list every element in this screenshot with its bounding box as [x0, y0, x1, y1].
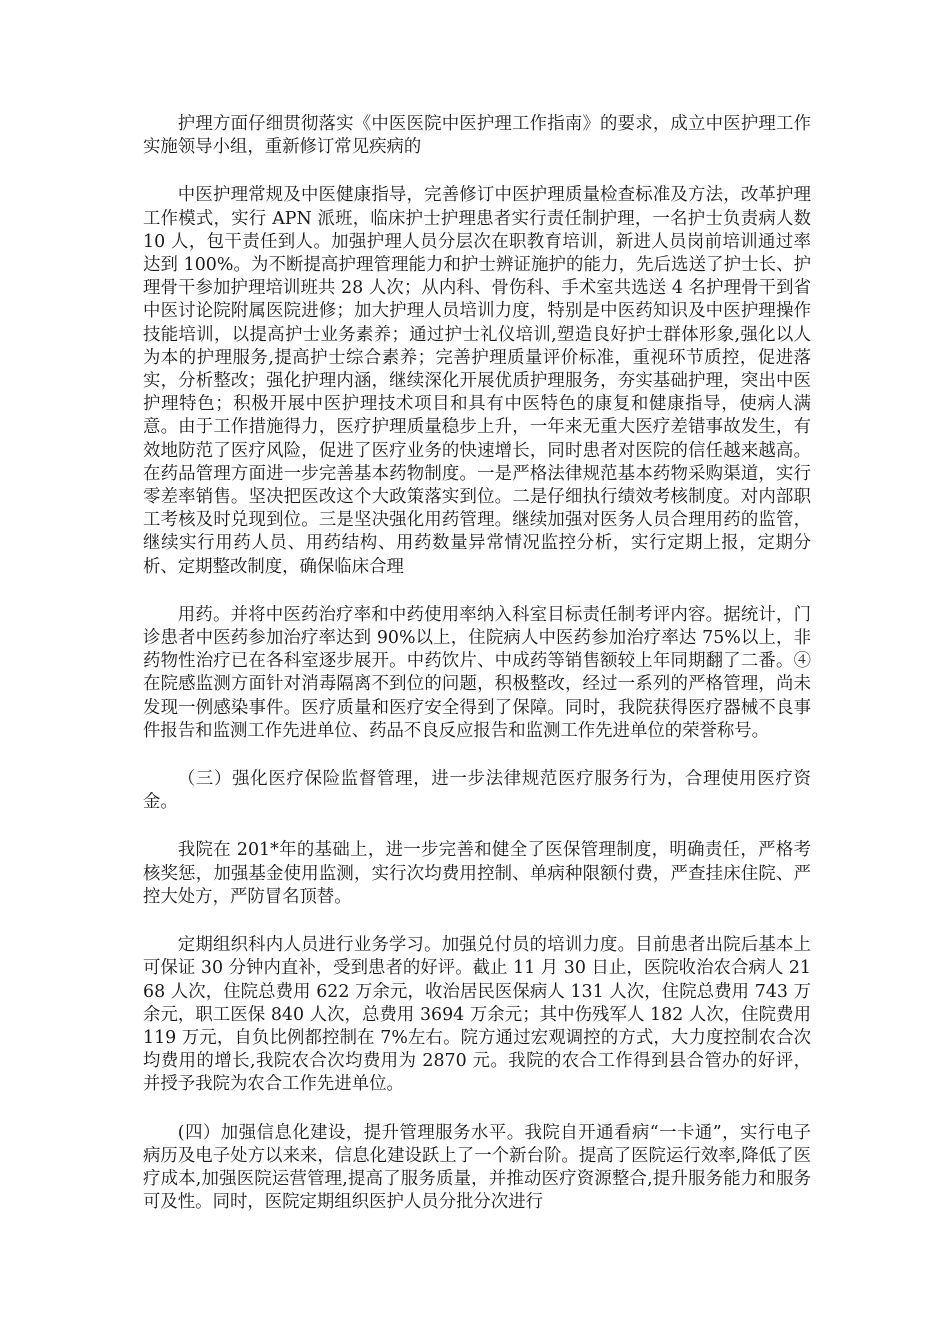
paragraph-section-three-heading: （三）强化医疗保险监督管理，进一步法律规范医疗服务行为，合理使用医疗资金。	[143, 769, 811, 813]
paragraph-section-four-informatization: (四）加强信息化建设，提升管理服务水平。我院自开通看病“一卡通”，实行电子病历及电子处方以来来，信息化建设跃上了一个新台阶。提高了医院运行效率,降低了医疗成本,加强医院运营管理,提高了服务质量，并推动医疗资源整合,提升服务能力和服务可及性。同时，医院定期组织医护人员分批分次进行	[143, 1122, 811, 1213]
paragraph-nursing-routine-and-drug-management: 中医护理常规及中医健康指导，完善修订中医护理质量检查标准及方法，改革护理工作模式，实行 APN 派班，临床护士护理患者实行责任制护理，一名护士负责病人数 10 人，包干责任到人。加强护理人员分层次在职教育培训，新进人员岗前培训通过率达到 100%。为不断提高护理管理能力和护士辨证施护的能力，先后选送了护士长、护理骨干参加护理培训班共 28 人次；从内科、骨伤科、手术室共选送 4 名护理骨干到省中医讨论院附属医院进修；加大护理人员培训力度，特别是中医药知识及中医护理操作技能培训，以提高护士业务素养；通过护士礼仪培训,塑造良好护士群体形象,强化以人为本的护理服务,提高护士综合素养；完善护理质量评价标准，重视环节质控，促进落实，分析整改；强化护理内涵，继续深化开展优质护理服务，夯实基础护理，突出中医护理特色；积极开展中医护理技术项目和具有中医特色的康复和健康指导，使病人满意。由于工作措施得力，医疗护理质量稳步上升，一年来无重大医疗差错事故发生，有效地防范了医疗风险，促进了医疗业务的快速增长，同时患者对医院的信任越来越高。在药品管理方面进一步完善基本药物制度。一是严格法律规范基本药物采购渠道，实行零差率销售。坚决把医改这个大政策落实到位。二是仔细执行绩效考核制度。对内部职工考核及时兑现到位。三是坚决强化用药管理。继续加强对医务人员合理用药的监管，继续实行用药人员、用药结构、用药数量异常情况监控分析，实行定期上报，定期分析、定期整改制度，确保临床合理	[143, 185, 811, 577]
paragraph-medication-and-infection-control: 用药。并将中医药治疗率和中药使用率纳入科室目标责任制考评内容。据统计，门诊患者中医药参加治疗率达到 90%以上，住院病人中医药参加治疗率达 75%以上，非药物性治疗已在各科室逐步展开。中药饮片、中成药等销售额较上年同期翻了二番。④在院感监测方面针对消毒隔离不到位的问题，积极整改，经过一系列的严格管理，尚未发现一例感染事件。医疗质量和医疗安全得到了保障。同时，我院获得医疗器械不良事件报告和监测工作先进单位、药品不良反应报告和监测工作先进单位的荣誉称号。	[143, 604, 811, 741]
paragraph-insurance-management: 我院在 201*年的基础上，进一步完善和健全了医保管理制度，明确责任，严格考核奖惩，加强基金使用监测，实行次均费用控制、单病种限额付费，严查挂床住院、严控大处方，严防冒名顶替。	[143, 840, 811, 907]
paragraph-insurance-statistics: 定期组织科内人员进行业务学习。加强兑付员的培训力度。目前患者出院后基本上可保证 30 分钟内直补，受到患者的好评。截止 11 月 30 日止，医院收治农合病人 2168 人次，住院总费用 622 万余元，收治居民医保病人 131 人次，住院总费用 743 万余元，职工医保 840 人次，总费用 3694 万余元；其中伤残军人 182 人次，住院费用 119 万元，自负比例都控制在 7%左右。院方通过宏观调控的方式，大力度控制农合次均费用的增长,我院农合次均费用为 2870 元。我院的农合工作得到县合管办的好评，并授予我院为农合工作先进单位。	[143, 935, 811, 1095]
paragraph-nursing-guidelines: 护理方面仔细贯彻落实《中医医院中医护理工作指南》的要求，成立中医护理工作实施领导小组，重新修订常见疾病的	[143, 114, 811, 158]
document-body	[143, 113, 811, 1214]
